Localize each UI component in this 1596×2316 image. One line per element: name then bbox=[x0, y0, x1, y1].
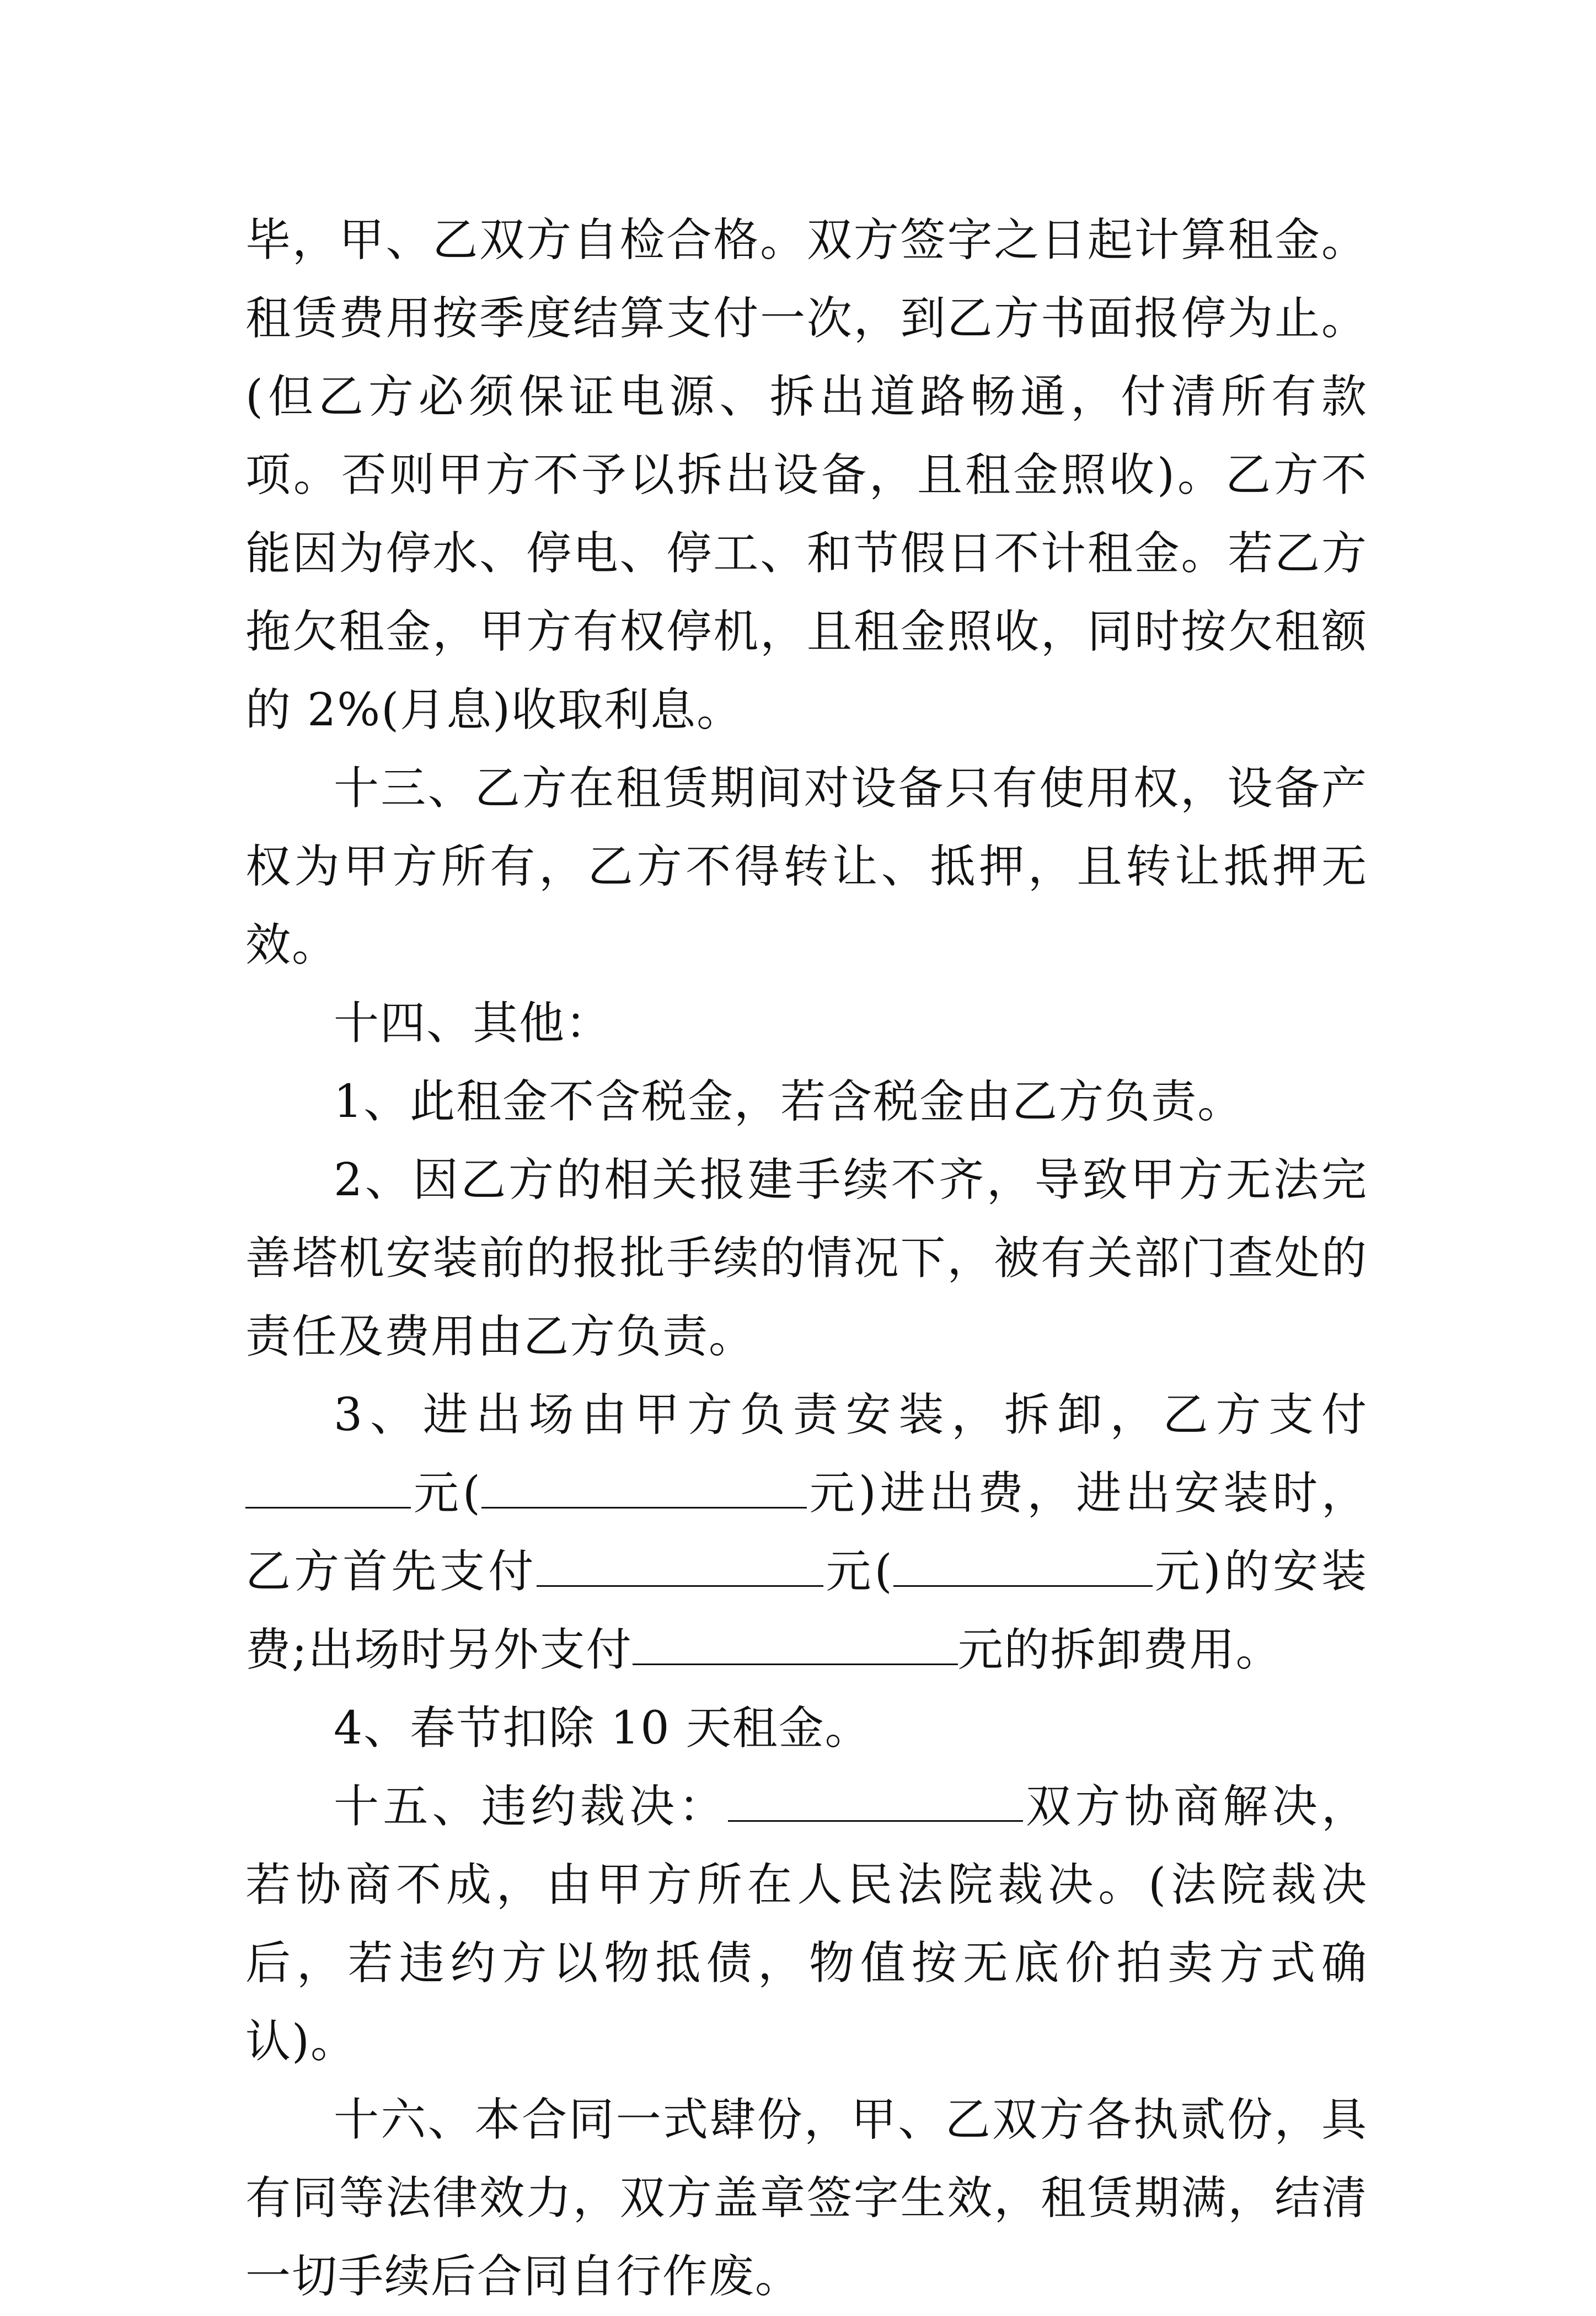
item-3-text-6: 元的拆卸费用。 bbox=[957, 1624, 1282, 1676]
blank-entry-fee-amount bbox=[245, 1466, 411, 1509]
paragraph-clause-13: 十三、乙方在租赁期间对设备只有使用权，设备产权为甲方所有，乙方不得转让、抵押，且转让抵押无效。 bbox=[245, 762, 1368, 971]
blank-install-fee-amount bbox=[537, 1544, 823, 1587]
document-body bbox=[245, 201, 1368, 2316]
item-3-text-4: 元( bbox=[823, 1545, 893, 1598]
blank-install-fee-uppercase bbox=[893, 1544, 1153, 1587]
paragraph-clause-14-item-4: 4、春节扣除 10 天租金。 bbox=[334, 1702, 871, 1755]
item-3-text-2: 元( bbox=[411, 1467, 481, 1520]
paragraph-clause-15 bbox=[245, 1768, 1368, 2081]
blank-entry-fee-uppercase bbox=[481, 1466, 807, 1509]
item-3-text-5: 元)的安装费;出场时另外支付 bbox=[245, 1545, 1368, 1676]
blank-dispute-resolution bbox=[728, 1779, 1023, 1822]
paragraph-clause-14-item-1: 1、此租金不含税金，若含税金由乙方负责。 bbox=[334, 1076, 1244, 1128]
paragraph-clause-16: 十六、本合同一式肆份，甲、乙双方各执贰份，具有同等法律效力，双方盖章签字生效，租赁期满，结清一切手续后合同自行作废。 bbox=[245, 2094, 1368, 2303]
item-3-text-1: 3、进出场由甲方负责安装，拆卸，乙方支付 bbox=[334, 1389, 1368, 1441]
clause-15-text-1: 十五、违约裁决： bbox=[334, 1780, 728, 1833]
clause-15-text-2: 双方协商解决，若协商不成，由甲方所在人民法院裁决。(法院裁决后，若违约方以物抵债，物值按无底价拍卖方式确认)。 bbox=[245, 1780, 1368, 2068]
item-3-text-3: 元)进出费，进出安装时，乙方首先支付 bbox=[245, 1467, 1368, 1598]
paragraph-rent-terms: 毕，甲、乙双方自检合格。双方签字之日起计算租金。租赁费用按季度结算支付一次，到乙方书面报停为止。(但乙方必须保证电源、拆出道路畅通，付清所有款项。否则甲方不予以拆出设备，且租金照收)。乙方不能因为停水、停电、停工、和节假日不计租金。若乙方拖欠租金，甲方有权停机，且租金照收，同时按欠租额的 2%(月息)收取利息。 bbox=[245, 214, 1368, 736]
blank-dismantle-fee-amount bbox=[633, 1623, 958, 1665]
paragraph-clause-14-heading: 十四、其他： bbox=[334, 997, 612, 1050]
paragraph-clause-14-item-3 bbox=[245, 1376, 1368, 1689]
paragraph-clause-14-item-2: 2、因乙方的相关报建手续不齐，导致甲方无法完善塔机安装前的报批手续的情况下，被有关部门查处的责任及费用由乙方负责。 bbox=[245, 1154, 1368, 1363]
